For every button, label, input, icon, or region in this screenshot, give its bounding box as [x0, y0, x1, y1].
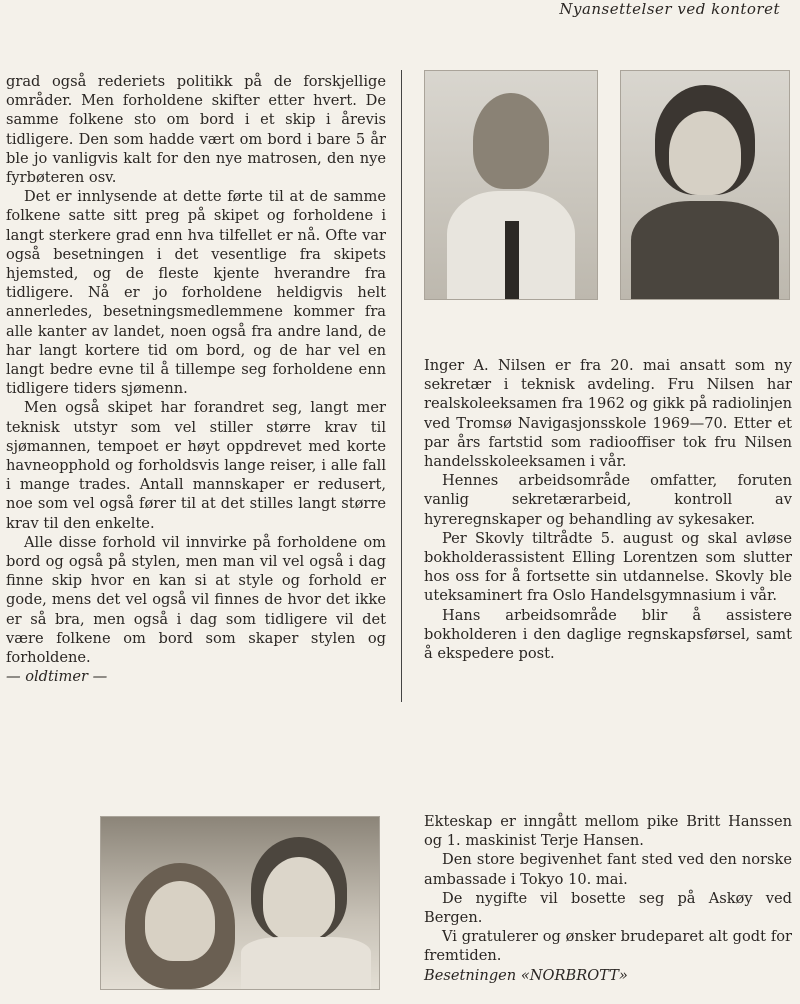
portrait-photo-man	[424, 70, 598, 300]
paragraph: Alle disse forhold vil innvirke på forholdene om bord og også på stylen, men man vil vel også i dag finne skip hvor en kan si at style og forhold er gode, mens det vel også vil finnes de hvor det ikke er så bra, men også i dag som tidligere vil det være folkene om bord som skaper stylen og forholdene.	[6, 533, 386, 667]
sender-signature: Besetningen «NORBROTT»	[424, 966, 628, 984]
column-divider	[401, 70, 402, 702]
right-column	[424, 356, 792, 663]
paragraph: Hans arbeidsområde blir å assistere bokholderen i den daglige regnskapsførsel, samt å ekspedere post.	[424, 606, 792, 663]
paragraph: Ekteskap er inngått mellom pike Britt Hanssen og 1. maskinist Terje Hansen.	[424, 813, 792, 850]
paragraph: Inger A. Nilsen er fra 20. mai ansatt som ny sekretær i teknisk avdeling. Fru Nilsen har realskoleeksamen fra 1962 og gikk på radiolinjen ved Tromsø Navigasjonsskole 1969—70. Etter et par års fartstid som radiooffiser tok fru Nilsen handelsskoleeksamen i vår.	[424, 357, 792, 471]
paragraph: De nygifte vil bosette seg på Askøy ved Bergen.	[424, 889, 792, 927]
paragraph: Den store begivenhet fant sted ved den norske ambassade i Tokyo 10. mai.	[424, 851, 792, 888]
paragraph: Per Skovly tiltrådte 5. august og skal avløse bokholderassistent Elling Lorentzen som slutter hos oss for å fortsette sin utdannelse. Skovly ble uteksaminert fra Oslo Handelsgymnasium i vår.	[424, 529, 792, 605]
author-signature: — oldtimer —	[6, 668, 108, 686]
bottom-column	[424, 812, 792, 985]
page-header: Nyansettelser ved kontoret	[559, 0, 780, 18]
paragraph: grad også rederiets politikk på de forskjellige områder. Men forholdene skifter etter hvert. De samme folkene sto om bord i et skip i årevis tidligere. Den som hadde vært om bord i bare 5 år ble jo vanligvis kalt for den nye matrosen, den nye fyrbøteren osv.	[6, 73, 386, 187]
paragraph: Hennes arbeidsområde omfatter, foruten vanlig sekretærarbeid, kontroll av hyreregnskaper og behandling av sykesaker.	[424, 472, 792, 528]
paragraph: Vi gratulerer og ønsker brudeparet alt godt for fremtiden.	[424, 928, 792, 965]
paragraph: Det er innlysende at dette førte til at de samme folkene satte sitt preg på skipet og forholdene i langt sterkere grad enn hva tilfellet er nå. Ofte var også besetningen i det vesentlige fra skipets hjemsted, og de fleste kjente hverandre fra tidligere. Nå er jo forholdene heldigvis helt annerledes, besetningsmedlemmene kommer fra alle kanter av landet, noen også fra andre land, de har langt kortere tid om bord, og de har vel en langt bedre evne til å tillempe seg forholdene enn tidligere tiders sjømenn.	[6, 188, 386, 398]
paragraph: Men også skipet har forandret seg, langt mer teknisk utstyr som vel stiller større krav til sjømannen, tempoet er høyt oppdrevet med korte havneopphold og forholdsvis lange reiser, i alle fall i mange trades. Antall mannskaper er redusert, noe som vel også fører til at det stilles langt større krav til den enkelte.	[6, 399, 386, 532]
left-column	[6, 72, 386, 687]
portrait-photo-woman	[620, 70, 790, 300]
wedding-couple-photo	[100, 816, 380, 990]
